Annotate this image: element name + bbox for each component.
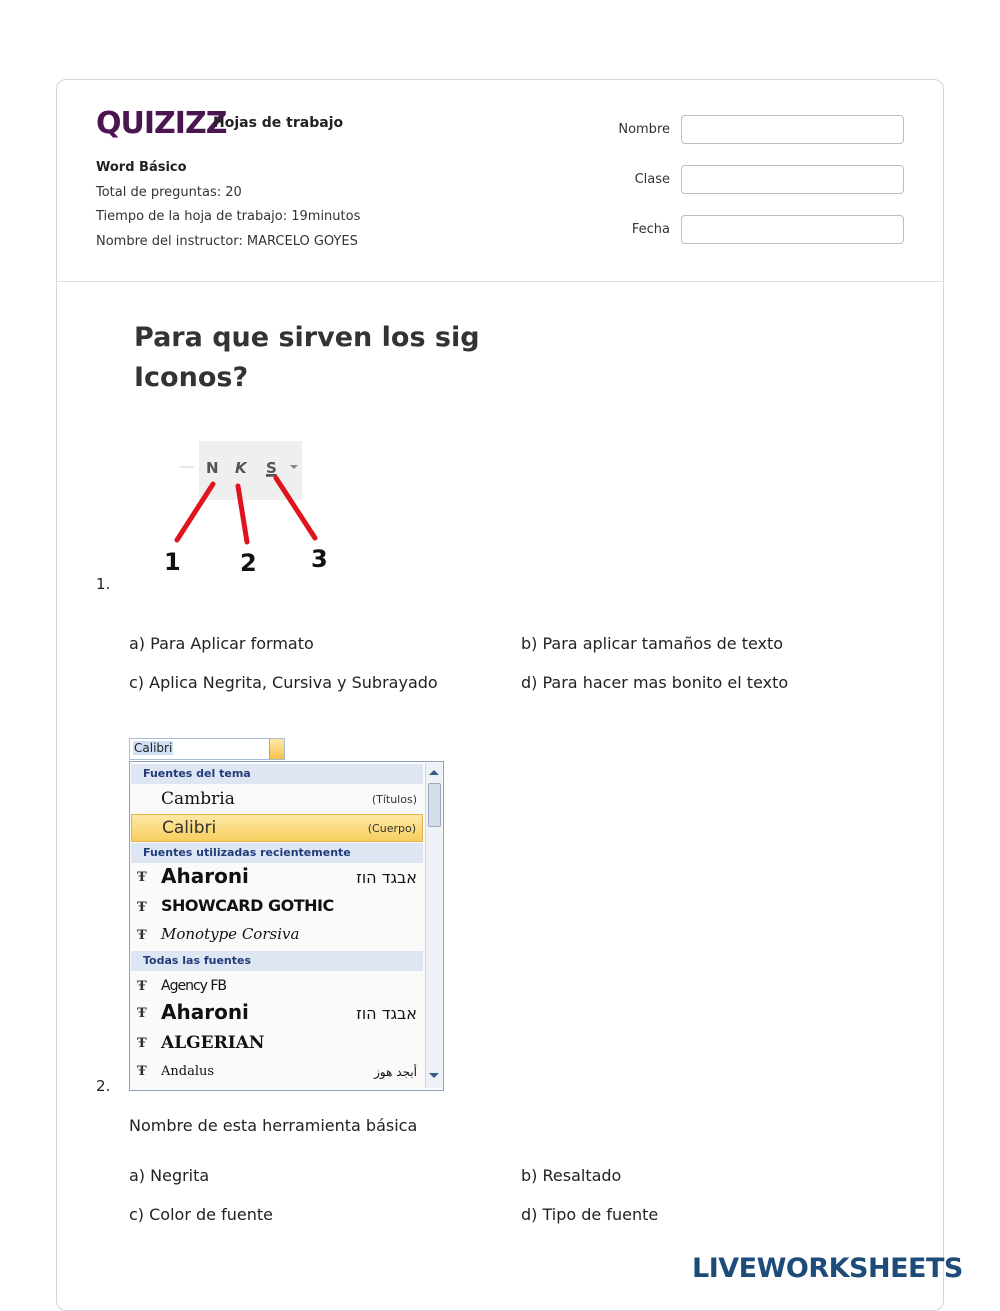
font-aside: (Títulos) — [371, 793, 417, 806]
section-theme-fonts: Fuentes del tema — [131, 764, 423, 784]
font-row-showcard — [131, 894, 423, 922]
q1-format-icons-figure — [150, 430, 350, 580]
q2-number: 2. — [96, 1077, 111, 1095]
date-input[interactable] — [681, 215, 904, 244]
scroll-thumb — [428, 783, 441, 827]
date-label: Fecha — [631, 222, 670, 237]
font-row-calibri — [131, 814, 423, 842]
font-row-corsiva — [131, 922, 423, 950]
truetype-icon: Ŧ — [137, 928, 147, 943]
q2-option-c[interactable]: c) Color de fuente — [129, 1205, 273, 1224]
liveworksheets-logo: LIVEWORKSHEETS — [692, 1253, 963, 1284]
font-row-cambria — [131, 786, 423, 814]
truetype-icon: Ŧ — [137, 1036, 147, 1051]
font-name: SHOWCARD GOTHIC — [161, 896, 334, 915]
q2-option-a[interactable]: a) Negrita — [129, 1166, 210, 1185]
font-row-aharoni — [131, 864, 423, 892]
font-name: ALGERIAN — [161, 1033, 265, 1053]
section-recent-fonts: Fuentes utilizadas recientemente — [131, 843, 423, 863]
q1-option-d[interactable]: d) Para hacer mas bonito el texto — [521, 673, 789, 692]
font-name: Cambria — [161, 789, 235, 809]
worksheet-time: Tiempo de la hoja de trabajo: 19minutos — [96, 209, 361, 224]
font-combo-box — [129, 738, 285, 760]
font-name: Calibri — [162, 818, 217, 838]
q1-option-a[interactable]: a) Para Aplicar formato — [129, 634, 314, 653]
q2-option-b[interactable]: b) Resaltado — [521, 1166, 622, 1185]
q1-number: 1. — [96, 575, 111, 593]
q2-prompt: Nombre de esta herramienta básica — [129, 1116, 418, 1135]
q2-option-d[interactable]: d) Tipo de fuente — [521, 1205, 659, 1224]
chevron-down-icon — [269, 739, 284, 759]
class-label: Clase — [634, 172, 670, 187]
pointer-number-1: 1 — [164, 548, 181, 576]
font-name: Monotype Corsiva — [161, 925, 300, 943]
underline-icon: S — [266, 459, 277, 477]
font-name: Andalus — [161, 1064, 215, 1079]
font-name: Aharoni — [161, 864, 249, 888]
truetype-icon: Ŧ — [137, 900, 147, 915]
worksheet-type: Hojas de trabajo — [213, 115, 344, 131]
total-questions: Total de preguntas: 20 — [96, 185, 242, 200]
scroll-up-icon — [426, 766, 442, 778]
font-aside: (Cuerpo) — [367, 822, 416, 835]
truetype-icon: Ŧ — [137, 870, 147, 885]
font-name: Aharoni — [161, 1000, 249, 1024]
bold-icon: N — [206, 459, 219, 477]
pointer-line-1 — [177, 484, 213, 540]
truetype-icon: Ŧ — [137, 979, 147, 994]
q1-option-c[interactable]: c) Aplica Negrita, Cursiva y Subrayado — [129, 673, 438, 692]
instructor-name: Nombre del instructor: MARCELO GOYES — [96, 234, 358, 249]
truetype-icon: Ŧ — [137, 1006, 147, 1021]
pointer-number-3: 3 — [311, 545, 328, 573]
dropdown-scrollbar — [425, 763, 442, 1088]
font-row-algerian — [131, 1030, 423, 1058]
italic-icon: K — [235, 459, 247, 477]
q1-title-line1: Para que sirven los sig — [134, 322, 480, 353]
font-row-agency — [131, 973, 423, 1001]
quizizz-logo: QUIZIZZ — [96, 106, 227, 141]
class-input[interactable] — [681, 165, 904, 194]
font-combo-value: Calibri — [134, 741, 173, 755]
section-all-fonts: Todas las fuentes — [131, 951, 423, 971]
q1-option-b[interactable]: b) Para aplicar tamaños de texto — [521, 634, 784, 653]
font-name: Agency FB — [161, 978, 227, 994]
font-row-andalus — [131, 1058, 423, 1086]
font-aside: אבגד הוז — [356, 868, 417, 887]
pointer-number-2: 2 — [240, 549, 257, 577]
font-dropdown-list — [129, 761, 444, 1091]
font-aside: אבגד הוז — [356, 1004, 417, 1023]
font-aside: أبجد هوز — [374, 1065, 417, 1079]
scroll-down-icon — [426, 1070, 442, 1082]
font-row-aharoni-2 — [131, 1000, 423, 1028]
truetype-icon: Ŧ — [137, 1064, 147, 1079]
header-divider — [56, 281, 944, 282]
q1-title-line2: Iconos? — [134, 362, 249, 393]
q1-image-title — [134, 318, 480, 398]
name-label: Nombre — [618, 122, 670, 137]
name-input[interactable] — [681, 115, 904, 144]
worksheet-title: Word Básico — [96, 160, 187, 175]
